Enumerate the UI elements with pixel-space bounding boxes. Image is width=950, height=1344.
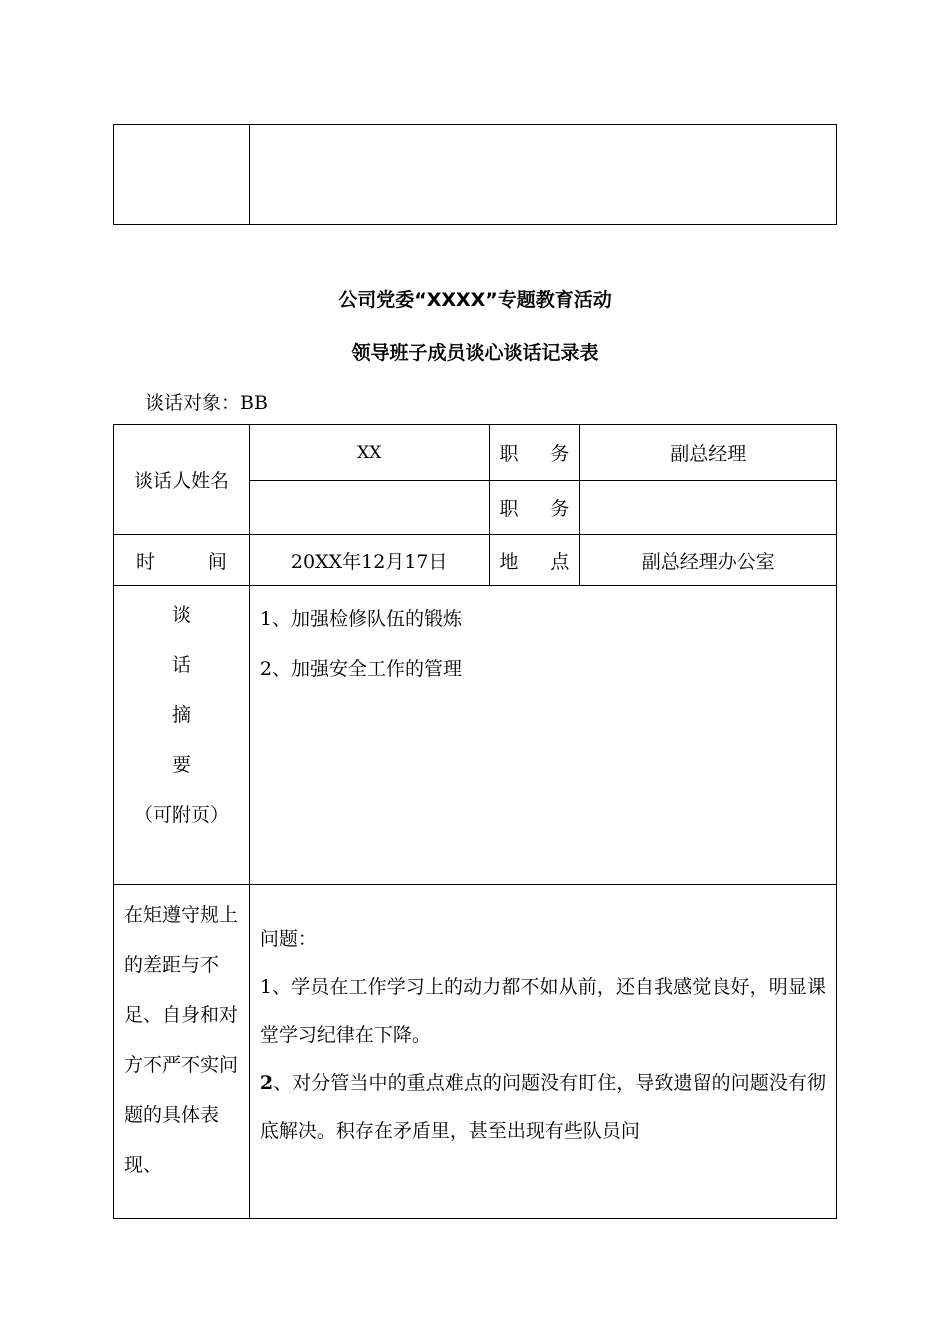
- time-value: 20XX年12月17日: [249, 535, 489, 586]
- interviewer2-position: [580, 481, 837, 535]
- position-label-1: 职 务: [489, 425, 580, 481]
- location-label: 地 点: [489, 535, 580, 586]
- issue-item-2: 2、对分管当中的重点难点的问题没有盯住，导致遗留的问题没有彻底解决。积存在矛盾里，甚至出现有些队员问: [259, 1072, 826, 1142]
- interviewer2-name: [249, 481, 489, 535]
- summary-content: [249, 586, 836, 885]
- summary-item: 2、加强安全工作的管理: [259, 658, 462, 680]
- issue-item-1: 1、学员在工作学习上的动力都不如从前，还自我感觉良好，明显课堂学习纪律在下降。: [259, 976, 826, 1046]
- top-table-label-cell: [114, 125, 250, 225]
- interview-record-table: [113, 424, 837, 1219]
- issues-label: 在矩遵守规上的差距与不足、自身和对方不严不实问题的具体表现、: [114, 885, 250, 1219]
- subject-value: BB: [240, 392, 268, 414]
- position-label-2: 职 务: [489, 481, 580, 535]
- interviewer-name-label: 谈话人姓名: [114, 425, 250, 535]
- document-title-line1: 公司党委“XXXX”专题教育活动: [338, 289, 612, 311]
- subject-label: 谈话对象：: [145, 392, 241, 414]
- issues-heading: 问题：: [259, 928, 317, 950]
- interviewer1-position: 副总经理: [580, 425, 837, 481]
- subject-line: [145, 390, 268, 416]
- document-title-line2: 领导班子成员谈心谈话记录表: [351, 342, 599, 364]
- summary-label: 谈 话 摘 要 （可附页）: [114, 586, 250, 885]
- top-continuation-table: [113, 124, 837, 225]
- issues-content: [249, 885, 836, 1219]
- time-label: 时 间: [114, 535, 250, 586]
- top-table-content-cell: [250, 125, 837, 225]
- summary-item: 1、加强检修队伍的锻炼: [259, 608, 462, 630]
- location-value: 副总经理办公室: [580, 535, 837, 586]
- interviewer1-name: XX: [249, 425, 489, 481]
